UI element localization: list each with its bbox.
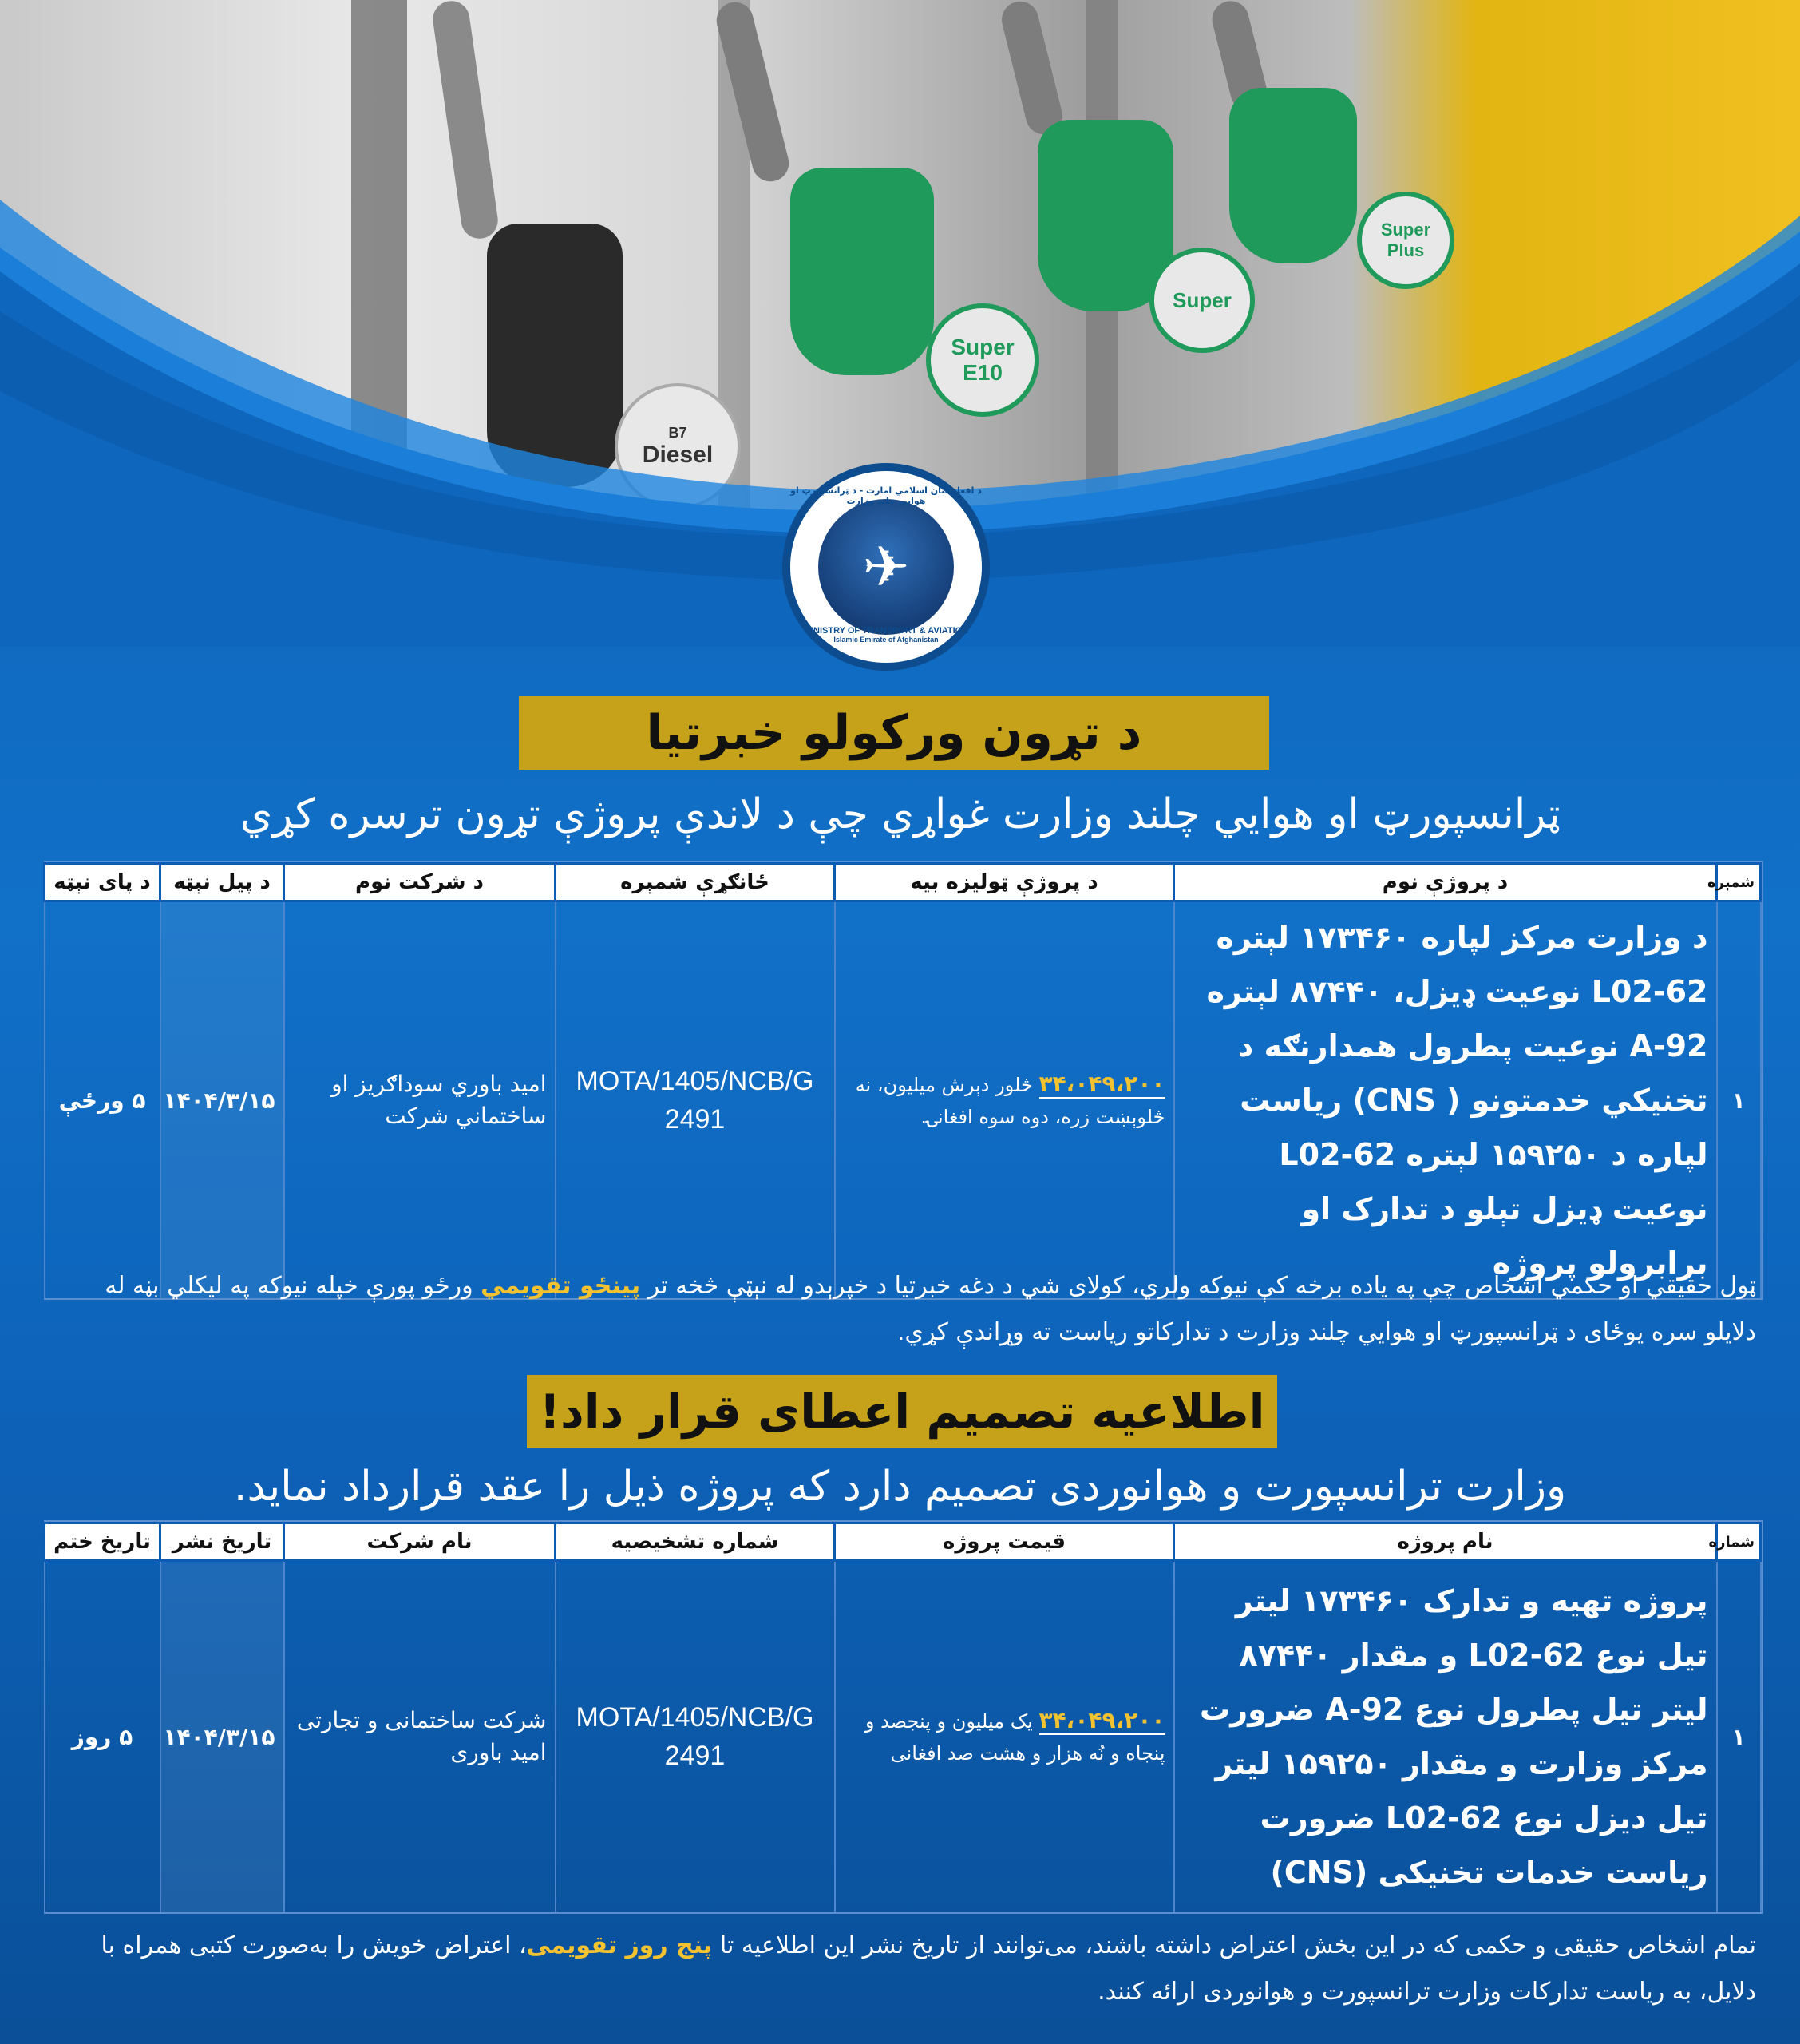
section1-note [48, 1263, 1756, 1356]
price-amount: ۳۴،۰۴۹،۲۰۰ [1038, 1706, 1165, 1733]
col-number: شماره [1717, 1523, 1761, 1561]
end-date: ۵ روز [45, 1561, 160, 1912]
note-highlight: پینځو تقویمي [481, 1272, 641, 1300]
section2-subtitle: وزارت ترانسپورت و هوانوردی تصمیم دارد که پروژه ذیل را عقد قرارداد نماید. [233, 1463, 1567, 1511]
col-project-name: د پروژې نوم [1174, 864, 1717, 901]
note-text: ورځو پورې خپله نیوکه په لیکلي بڼه له دلایلو سره یوځای د ټرانسپورټ او هوايي چلند وزارت د تدارکاتو ریاست ته وړاندې کړي. [105, 1272, 1756, 1346]
project-name: پروژه تهیه و تدارک ۱۷۳۴۶۰ لیتر تیل نوع L02-62 و مقدار ۸۷۴۴۰ لیتر تیل پطرول نوع A-92 ضرورت مرکز وزارت و مقدار ۱۵۹۲۵۰ لیتر تیل دیزل نوع L02-62 ضرورت ریاست خدمات تخنیکی (CNS) [1174, 1561, 1717, 1912]
table-row [45, 1561, 1761, 1912]
publish-date: ۱۴۰۴/۳/۱۵ [160, 1561, 284, 1912]
ministry-emblem [782, 463, 990, 671]
section1-title: د تړون ورکولو خبرتیا [519, 696, 1269, 770]
hose [998, 0, 1066, 138]
project-price [835, 901, 1174, 1299]
note-text: تمام اشخاص حقیقی و حکمی که در این بخش اعتراض داشته باشند، می‌توانند از تاریخ نشر این اطلاعیه تا [719, 1931, 1756, 1959]
col-project-name: نام پروژه [1174, 1523, 1717, 1561]
price-words: یک میلیون و پنجصد و پنجاه و نُه هزار و هشت صد افغانی [864, 1709, 1165, 1765]
company-name: امید باوري سوداګریز او ساختماني شرکت [284, 901, 556, 1299]
super-e10-badge: Super E10 [926, 303, 1039, 417]
emblem-bottom-text: MINISTRY OF TRANSPORT & AVIATION Islamic Emirate of Afghanistan [803, 626, 969, 644]
project-code: MOTA/1405/NCB/G 2491 [556, 1561, 835, 1912]
col-project-price: د پروژې ټولیزه بیه [835, 864, 1174, 901]
project-price [835, 1561, 1174, 1912]
section1-table [44, 861, 1763, 1300]
col-publish-date: تاریخ نشر [160, 1523, 284, 1561]
col-end-date: د پای نېټه [45, 864, 160, 901]
col-code: ځانګړې شمېره [556, 864, 835, 901]
col-start-date: د پیل نېټه [160, 864, 284, 901]
table-row [45, 901, 1761, 1299]
col-end-date: تاریخ ختم [45, 1523, 160, 1561]
super-plus-badge: Super Plus [1357, 192, 1454, 289]
section1-subtitle: ټرانسپورټ او هوايي چلند وزارت غواړي چې د لاندې پروژې تړون ترسره کړي [239, 790, 1561, 838]
end-date: ۵ ورځې [45, 901, 160, 1299]
project-name: د وزارت مرکز لپاره ۱۷۳۴۶۰ لېتره L02-62 نوعیت ډیزل، ۸۷۴۴۰ لېتره A-92 نوعیت پطرول همدارنګه د تخنیکي خدمتونو ( CNS) ریاست لپاره د ۱۵۹۲۵۰ لېتره L02-62 نوعیت ډیزل تېلو د تدارک او برابرولو پروژه [1174, 901, 1717, 1299]
project-code: MOTA/1405/NCB/G 2491 [556, 901, 835, 1299]
section2-title: اطلاعیه تصمیم اعطای قرار داد! [527, 1375, 1277, 1448]
emblem-top-text: د افغانستان اسلامي امارت - د ټرانسپورټ او هوايي چلند وزارت [790, 485, 982, 506]
company-name: شرکت ساختمانی و تجارتی امید باوری [284, 1561, 556, 1912]
table-header-row [45, 1523, 1761, 1561]
table-header-row [45, 864, 1761, 901]
note-highlight: پنج روز تقویمی [526, 1931, 713, 1959]
airplane-truck-icon: ✈ [818, 499, 954, 635]
row-number: ۱ [1717, 1561, 1761, 1912]
super-badge: Super [1149, 248, 1255, 353]
col-code: شماره تشخیصیه [556, 1523, 835, 1561]
note-text: ټول حقیقي او حکمي اشخاص چې په یاده برخه کې نیوکه ولري، کولای شي د دغه خبرتیا د خپرېدو له نېټې څخه تر [647, 1272, 1756, 1300]
section2-note [48, 1923, 1756, 2015]
col-number: شمېره [1717, 864, 1761, 901]
col-company: د شرکت نوم [284, 864, 556, 901]
note-text: ، اعتراض خویش را به‌صورت کتبی همراه با دلایل، به ریاست تدارکات وزارت ترانسپورت و هوانوردی ارائه کنند. [101, 1931, 1756, 2006]
col-company: نام شرکت [284, 1523, 556, 1561]
row-number: ۱ [1717, 901, 1761, 1299]
col-project-price: قیمت پروژه [835, 1523, 1174, 1561]
section2-table [44, 1520, 1763, 1914]
price-words: څلور دېرش میلیون، نه څلوېښت زره، دوه سوه افغانۍ. [855, 1073, 1165, 1128]
price-amount: ۳۴،۰۴۹،۲۰۰ [1038, 1070, 1165, 1097]
diesel-badge: B7 Diesel [615, 383, 741, 509]
start-date: ۱۴۰۴/۳/۱۵ [160, 901, 284, 1299]
